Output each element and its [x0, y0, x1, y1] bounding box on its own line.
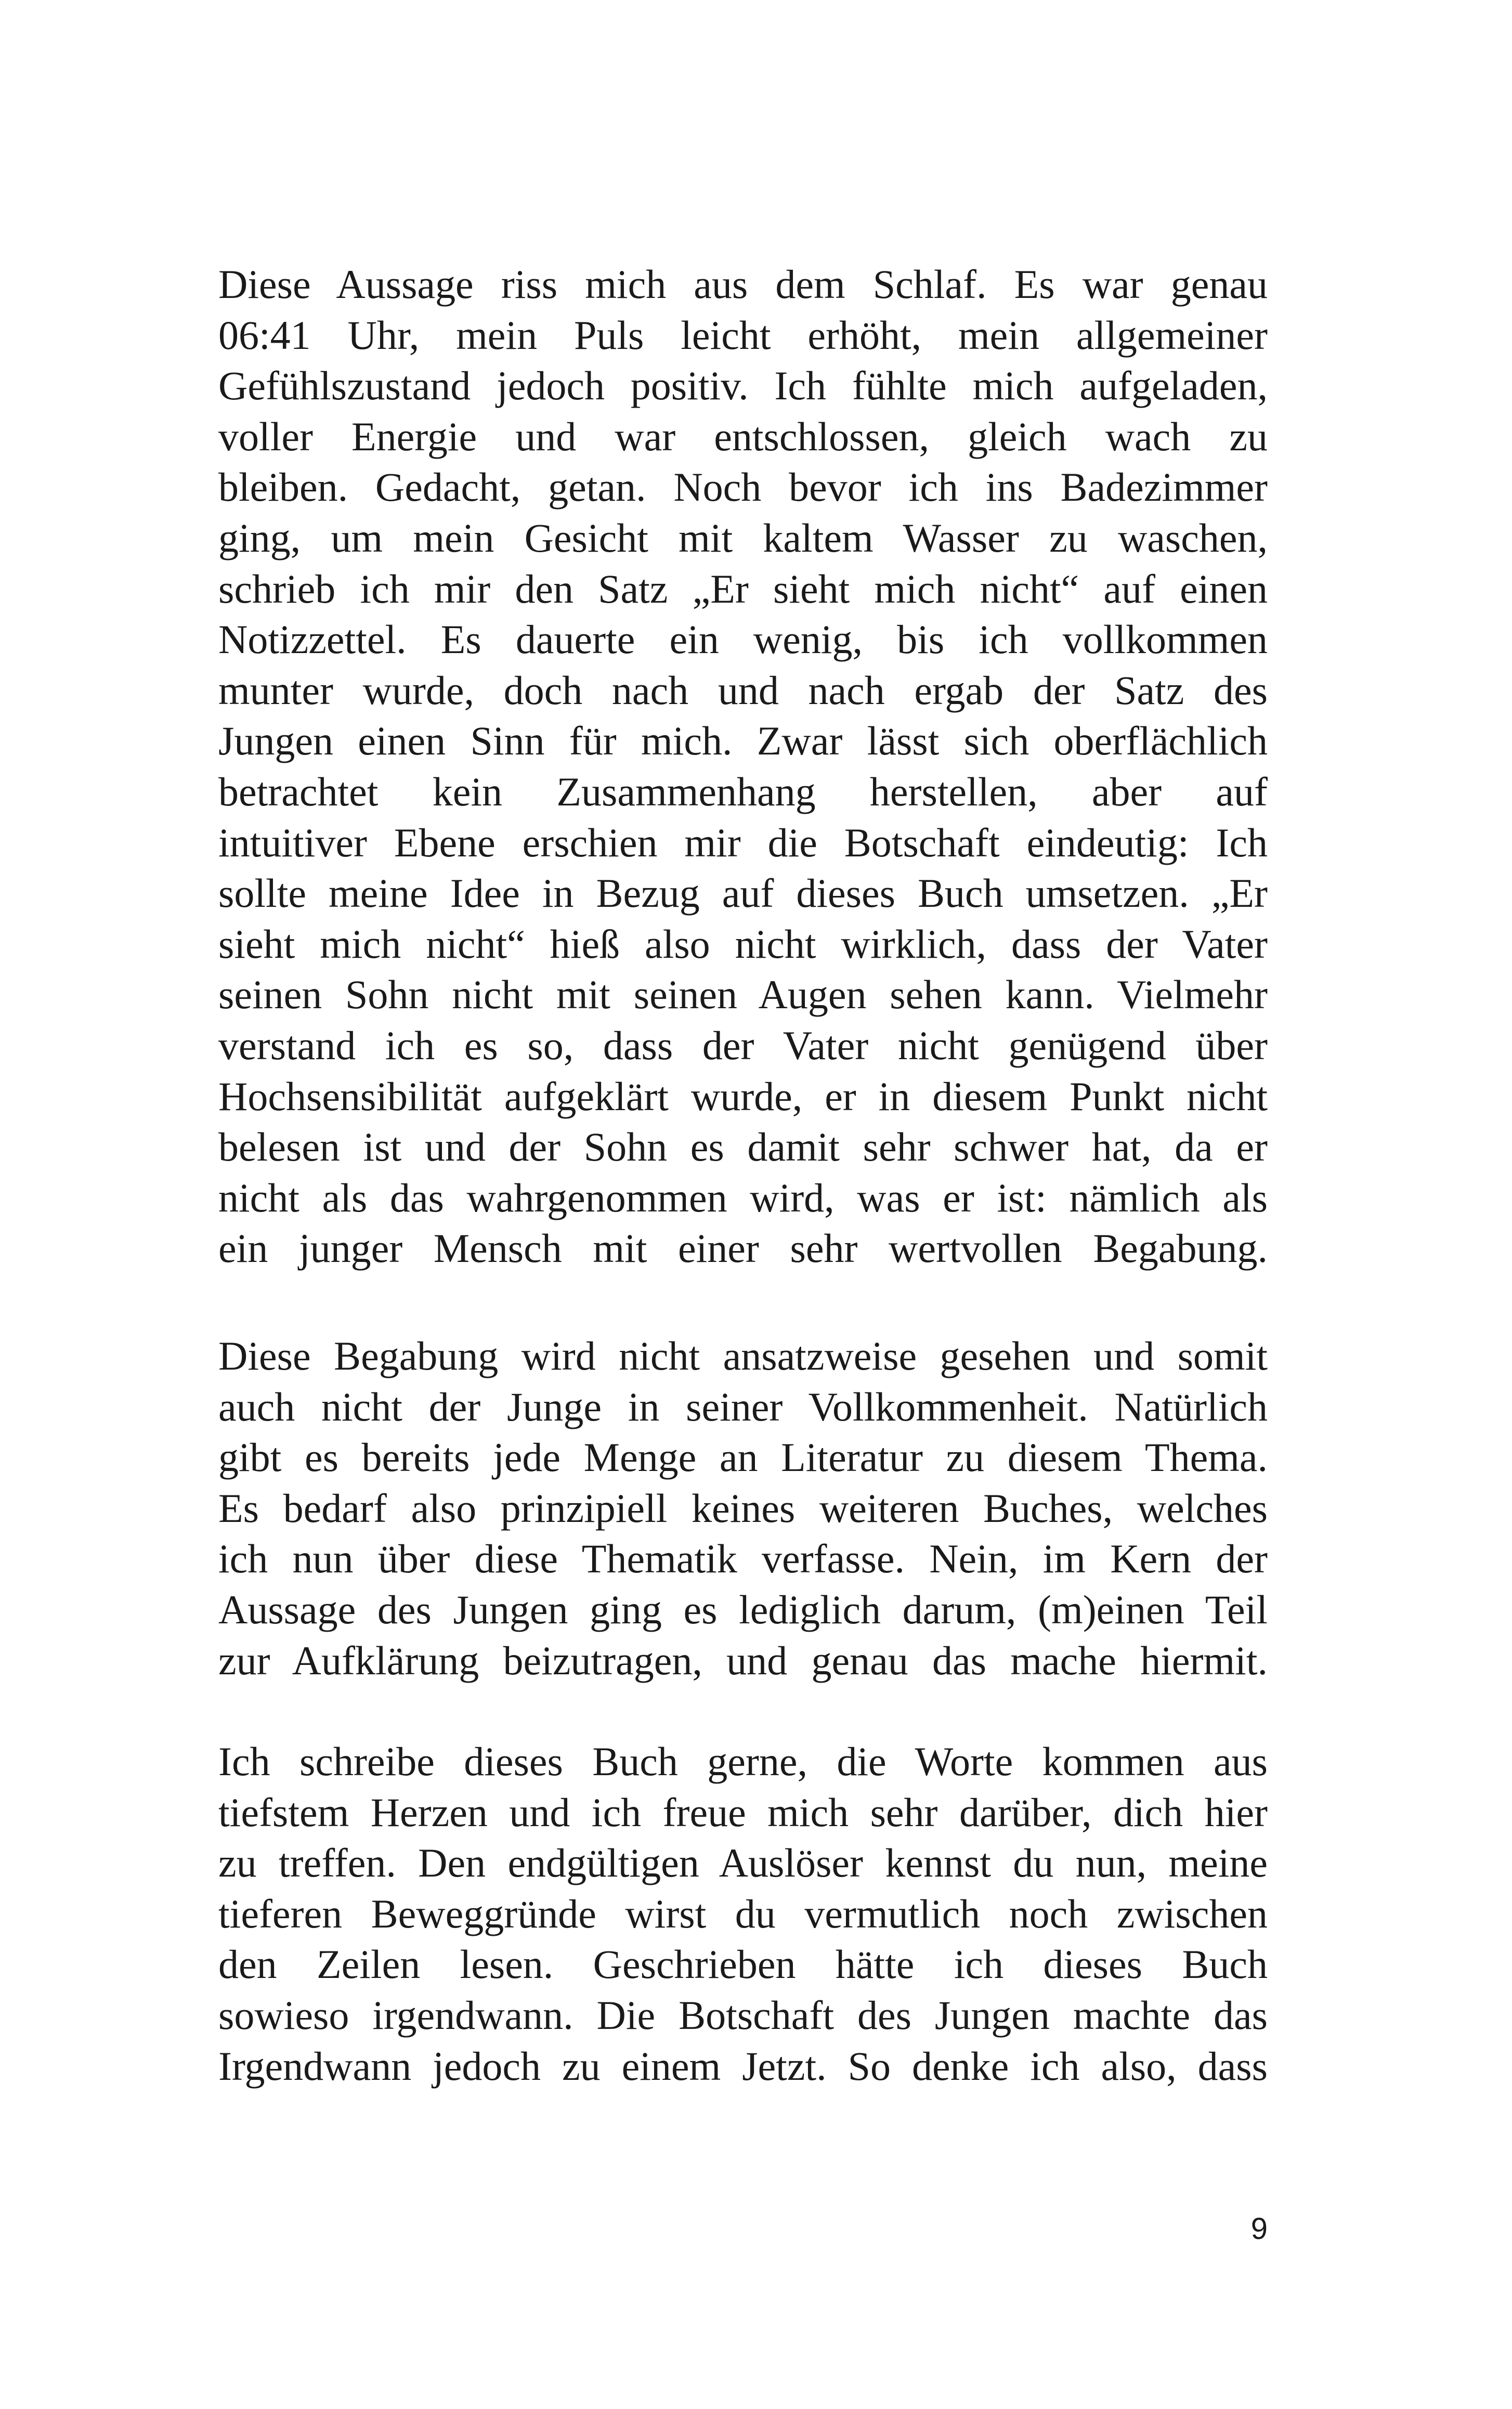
text-line: ich nun über diese Thematik verfasse. Nein, im Kern der	[218, 1536, 1268, 1582]
text-line: Irgendwann jedoch zu einem Jetzt. So denke ich also, dass	[218, 2043, 1268, 2089]
paragraph-1	[218, 259, 1268, 1274]
text-line: munter wurde, doch nach und nach ergab der Satz des	[218, 667, 1268, 713]
text-line: betrachtet kein Zusammenhang herstellen, aber auf	[218, 769, 1268, 814]
page-number: 9	[1250, 2212, 1268, 2246]
text-line: sowieso irgendwann. Die Botschaft des Jungen machte das	[218, 1992, 1268, 2038]
text-line: 06:41 Uhr, mein Puls leicht erhöht, mein allgemeiner	[218, 312, 1268, 358]
text-line: seinen Sohn nicht mit seinen Augen sehen kann. Vielmehr	[218, 972, 1268, 1018]
text-line: intuitiver Ebene erschien mir die Botschaft eindeutig: Ich	[218, 819, 1268, 865]
text-line: Es bedarf also prinzipiell keines weiteren Buches, welches	[218, 1485, 1268, 1531]
text-line: Jungen einen Sinn für mich. Zwar lässt sich oberflächlich	[218, 718, 1268, 764]
text-line: Notizzettel. Es dauerte ein wenig, bis ich vollkommen	[218, 617, 1268, 662]
text-line: Diese Aussage riss mich aus dem Schlaf. Es war genau	[218, 262, 1268, 307]
text-line: nicht als das wahrgenommen wird, was er ist: nämlich als	[218, 1175, 1268, 1220]
text-line: Ich schreibe dieses Buch gerne, die Worte kommen aus	[218, 1739, 1268, 1784]
text-line: voller Energie und war entschlossen, gleich wach zu	[218, 413, 1268, 459]
text-line: Hochsensibilität aufgeklärt wurde, er in diesem Punkt nicht	[218, 1073, 1268, 1119]
paragraph-3	[218, 1736, 1268, 2091]
text-line: tieferen Beweggründe wirst du vermutlich noch zwischen	[218, 1891, 1268, 1936]
text-line: Gefühlszustand jedoch positiv. Ich fühlte mich aufgeladen,	[218, 363, 1268, 409]
text-line: tiefstem Herzen und ich freue mich sehr darüber, dich hier	[218, 1789, 1268, 1835]
text-line: sieht mich nicht“ hieß also nicht wirklich, dass der Vater	[218, 921, 1268, 967]
text-line: belesen ist und der Sohn es damit sehr schwer hat, da er	[218, 1124, 1268, 1170]
text-line: den Zeilen lesen. Geschrieben hätte ich dieses Buch	[218, 1942, 1268, 1987]
text-line: Aussage des Jungen ging es lediglich darum, (m)einen Teil	[218, 1586, 1268, 1632]
text-line: verstand ich es so, dass der Vater nicht genügend über	[218, 1022, 1268, 1068]
text-line: Diese Begabung wird nicht ansatzweise gesehen und somit	[218, 1333, 1268, 1378]
text-line: sollte meine Idee in Bezug auf dieses Buch umsetzen. „Er	[218, 870, 1268, 916]
paragraph-2	[218, 1331, 1268, 1686]
text-line: zu treffen. Den endgültigen Auslöser kennst du nun, meine	[218, 1840, 1268, 1886]
text-line: gibt es bereits jede Menge an Literatur zu diesem Thema.	[218, 1435, 1268, 1480]
text-line: ein junger Mensch mit einer sehr wertvollen Begabung.	[218, 1226, 1268, 1271]
text-line: bleiben. Gedacht, getan. Noch bevor ich ins Badezimmer	[218, 464, 1268, 510]
text-line: auch nicht der Junge in seiner Vollkommenheit. Natürlich	[218, 1384, 1268, 1429]
text-line: schrieb ich mir den Satz „Er sieht mich nicht“ auf einen	[218, 566, 1268, 611]
text-line: zur Aufklärung beizutragen, und genau das mache hiermit.	[218, 1637, 1268, 1683]
text-line: ging, um mein Gesicht mit kaltem Wasser zu waschen,	[218, 515, 1268, 561]
